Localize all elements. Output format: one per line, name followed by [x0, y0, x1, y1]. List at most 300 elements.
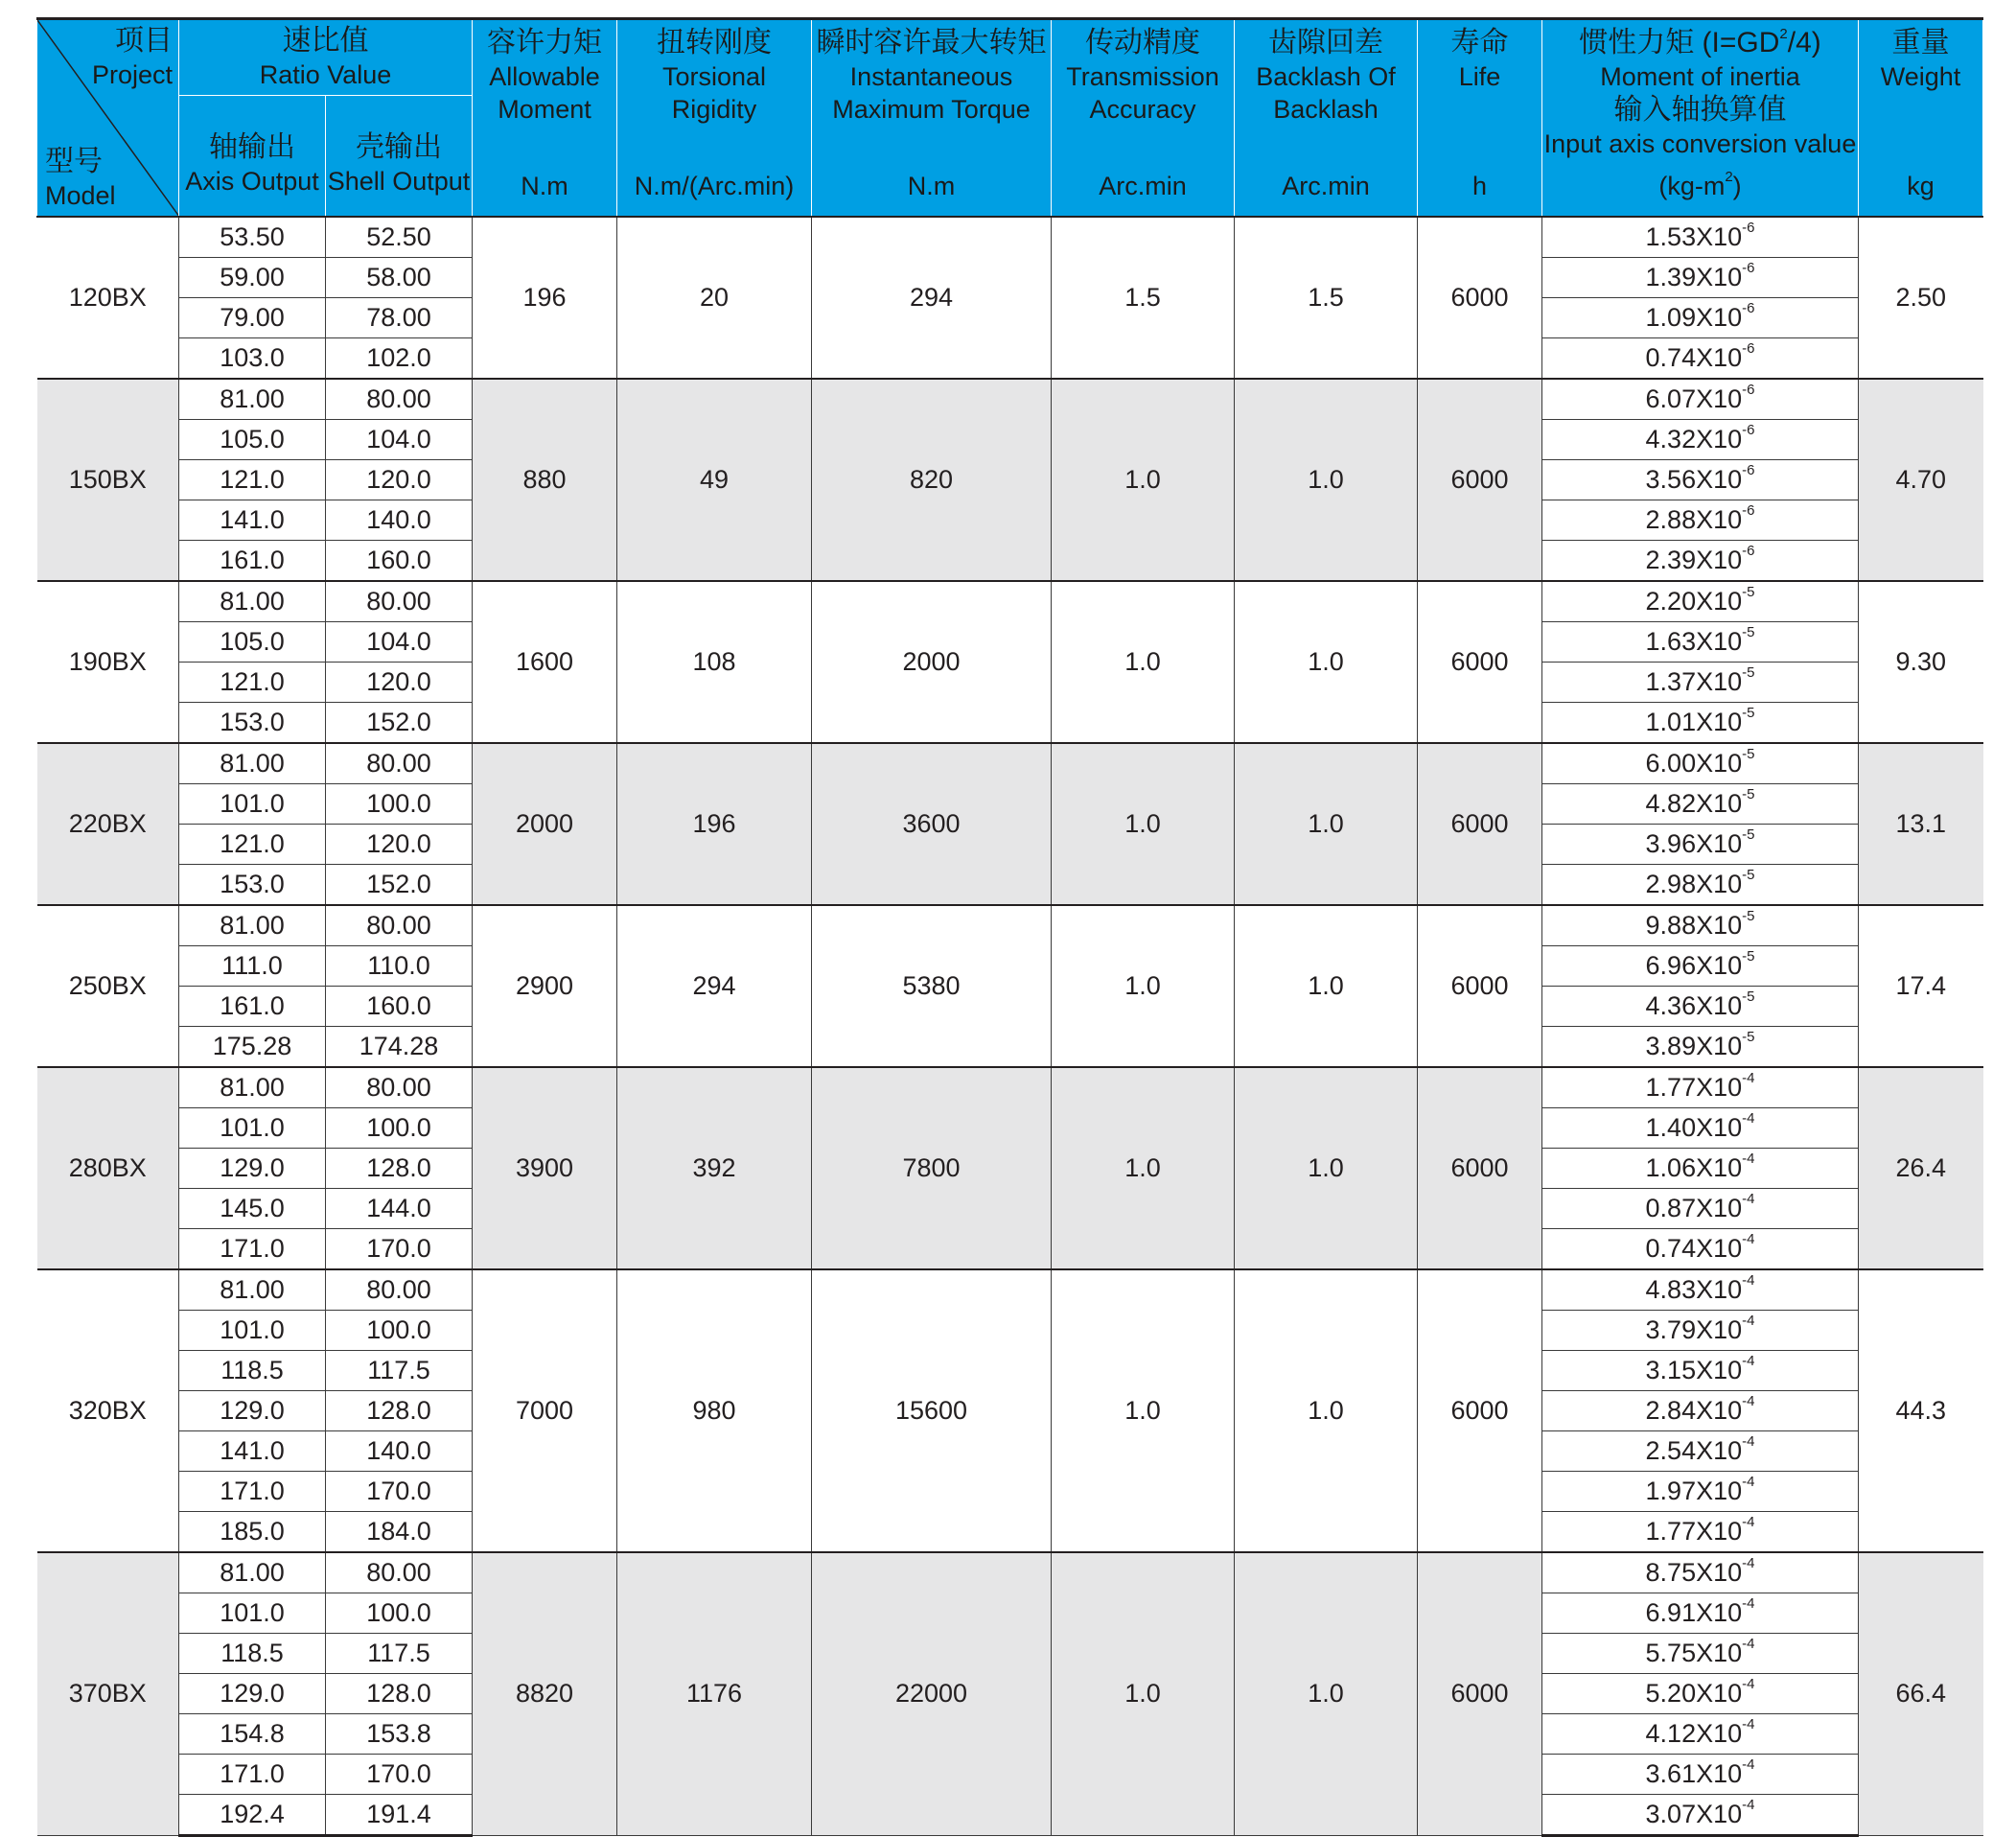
- backlash-header: [1235, 19, 1418, 217]
- inertia-cell: [1542, 662, 1859, 702]
- ratio-value-header: [179, 19, 473, 96]
- peak-torque-cell: 7800: [812, 1067, 1052, 1269]
- shell-output-header-en: Shell Output: [327, 167, 471, 197]
- inertia-exponent: -6: [1742, 542, 1755, 559]
- model-cell: 150BX: [37, 379, 179, 581]
- inertia-exponent: -4: [1742, 1109, 1755, 1127]
- inertia-value: 2.54X10: [1645, 1435, 1743, 1465]
- axis-output-cell: 153.0: [179, 702, 326, 743]
- inertia-value: 6.91X10: [1645, 1597, 1743, 1627]
- axis-output-cell: 161.0: [179, 986, 326, 1026]
- weight-cell: 17.4: [1859, 905, 1983, 1067]
- inertia-cell: [1542, 864, 1859, 905]
- shell-output-cell: 104.0: [326, 621, 473, 662]
- inertia-exponent: -4: [1742, 1675, 1755, 1692]
- inertia-exponent: -6: [1742, 381, 1755, 398]
- inertia-value: 6.07X10: [1645, 384, 1743, 413]
- shell-output-cell: 152.0: [326, 702, 473, 743]
- backlash-cell: 1.0: [1235, 743, 1418, 905]
- ratio-value-header-zh: 速比值: [282, 25, 369, 57]
- torsional-rigidity-cell: 980: [617, 1269, 812, 1552]
- inertia-formula-sup: 2: [1779, 25, 1788, 42]
- torsional-rigidity-header: [617, 19, 812, 217]
- inertia-cell: [1542, 1471, 1859, 1511]
- model-cell: 120BX: [37, 217, 179, 379]
- inertia-value: 1.39X10: [1645, 262, 1743, 291]
- shell-output-cell: 140.0: [326, 500, 473, 540]
- shell-output-cell: 100.0: [326, 1107, 473, 1148]
- transmission-accuracy-header-en2: Accuracy: [1089, 94, 1196, 124]
- inertia-cell: [1542, 945, 1859, 986]
- inertia-cell: [1542, 500, 1859, 540]
- axis-output-cell: 171.0: [179, 1228, 326, 1269]
- axis-output-cell: 81.00: [179, 379, 326, 420]
- inertia-exponent: -5: [1742, 1028, 1755, 1045]
- transmission-accuracy-cell: 1.0: [1052, 1552, 1235, 1836]
- shell-output-cell: 80.00: [326, 905, 473, 946]
- axis-output-cell: 121.0: [179, 824, 326, 864]
- inertia-exponent: -5: [1742, 623, 1755, 640]
- model-cell: 320BX: [37, 1269, 179, 1552]
- torsional-rigidity-cell: 392: [617, 1067, 812, 1269]
- inertia-exponent: -4: [1742, 1230, 1755, 1247]
- table-row: [37, 1552, 1983, 1593]
- inertia-cell: [1542, 1350, 1859, 1390]
- shell-output-cell: 140.0: [326, 1430, 473, 1471]
- inertia-cell: [1542, 1390, 1859, 1430]
- allowable-moment-header-en2: Moment: [498, 94, 591, 124]
- inertia-value: 3.56X10: [1645, 464, 1743, 494]
- backlash-cell: 1.0: [1235, 1269, 1418, 1552]
- inertia-cell: [1542, 1593, 1859, 1633]
- weight-cell: 4.70: [1859, 379, 1983, 581]
- inertia-exponent: -4: [1742, 1190, 1755, 1207]
- corner-header-cell: [37, 19, 179, 217]
- inertia-cell: [1542, 743, 1859, 784]
- axis-output-header-zh: 轴输出: [209, 131, 295, 164]
- shell-output-cell: 152.0: [326, 864, 473, 905]
- inertia-exponent: -6: [1742, 219, 1755, 236]
- life-cell: 6000: [1418, 1269, 1542, 1552]
- inertia-value: 4.32X10: [1645, 424, 1743, 453]
- inertia-cell: [1542, 1552, 1859, 1593]
- shell-output-cell: 100.0: [326, 1310, 473, 1350]
- peak-torque-header: [812, 19, 1052, 217]
- axis-output-cell: 154.8: [179, 1713, 326, 1754]
- table-row: [37, 1067, 1983, 1108]
- backlash-unit: Arc.min: [1282, 171, 1370, 200]
- inertia-exponent: -5: [1742, 988, 1755, 1005]
- inertia-cell: [1542, 1794, 1859, 1835]
- shell-output-header-zh: 壳输出: [356, 131, 442, 164]
- inertia-value: 6.96X10: [1645, 950, 1743, 980]
- model-label-en: Model: [45, 180, 116, 210]
- shell-output-cell: 117.5: [326, 1350, 473, 1390]
- inertia-cell: [1542, 1673, 1859, 1713]
- inertia-exponent: -6: [1742, 501, 1755, 519]
- shell-output-cell: 104.0: [326, 419, 473, 459]
- weight-cell: 66.4: [1859, 1552, 1983, 1836]
- inertia-value: 0.87X10: [1645, 1193, 1743, 1222]
- weight-unit: kg: [1907, 171, 1935, 200]
- model-cell: 190BX: [37, 581, 179, 743]
- inertia-value: 8.75X10: [1645, 1557, 1743, 1587]
- shell-output-cell: 128.0: [326, 1673, 473, 1713]
- inertia-cell: [1542, 581, 1859, 622]
- peak-torque-cell: 5380: [812, 905, 1052, 1067]
- inertia-exponent: -6: [1742, 299, 1755, 316]
- inertia-exponent: -6: [1742, 259, 1755, 276]
- inertia-cell: [1542, 1148, 1859, 1188]
- inertia-cell: [1542, 459, 1859, 500]
- table-row: [37, 1269, 1983, 1311]
- axis-output-cell: 101.0: [179, 783, 326, 824]
- shell-output-cell: 174.28: [326, 1026, 473, 1067]
- shell-output-cell: 80.00: [326, 1269, 473, 1311]
- peak-torque-cell: 3600: [812, 743, 1052, 905]
- inertia-exponent: -4: [1742, 1554, 1755, 1571]
- peak-torque-unit: N.m: [907, 171, 956, 200]
- inertia-value: 5.75X10: [1645, 1638, 1743, 1667]
- shell-output-cell: 153.8: [326, 1713, 473, 1754]
- shell-output-cell: 160.0: [326, 540, 473, 581]
- inertia-value: 3.89X10: [1645, 1031, 1743, 1060]
- axis-output-cell: 141.0: [179, 500, 326, 540]
- axis-output-cell: 121.0: [179, 459, 326, 500]
- inertia-cell: [1542, 1228, 1859, 1269]
- inertia-cell: [1542, 379, 1859, 420]
- axis-output-cell: 103.0: [179, 337, 326, 379]
- life-cell: 6000: [1418, 217, 1542, 379]
- peak-torque-cell: 22000: [812, 1552, 1052, 1836]
- axis-output-cell: 81.00: [179, 1067, 326, 1108]
- inertia-cell: [1542, 1633, 1859, 1673]
- transmission-accuracy-cell: 1.5: [1052, 217, 1235, 379]
- shell-output-cell: 170.0: [326, 1754, 473, 1794]
- allowable-moment-cell: 8820: [473, 1552, 617, 1836]
- inertia-exponent: -6: [1742, 461, 1755, 478]
- peak-torque-header-en2: Maximum Torque: [832, 94, 1031, 124]
- shell-output-cell: 100.0: [326, 783, 473, 824]
- inertia-value: 1.77X10: [1645, 1516, 1743, 1546]
- inertia-exponent: -5: [1742, 947, 1755, 965]
- shell-output-cell: 80.00: [326, 1552, 473, 1593]
- inertia-value: 1.63X10: [1645, 626, 1743, 656]
- weight-cell: 9.30: [1859, 581, 1983, 743]
- inertia-value: 1.40X10: [1645, 1112, 1743, 1142]
- inertia-formula-b: /4): [1787, 26, 1821, 58]
- inertia-cell: [1542, 419, 1859, 459]
- torsional-rigidity-header-en2: Rigidity: [671, 94, 757, 124]
- transmission-accuracy-cell: 1.0: [1052, 1269, 1235, 1552]
- inertia-exponent: -5: [1742, 663, 1755, 681]
- weight-header-zh: 重量: [1891, 26, 1950, 58]
- axis-output-cell: 171.0: [179, 1471, 326, 1511]
- inertia-exponent: -5: [1742, 785, 1755, 802]
- inertia-value: 1.37X10: [1645, 666, 1743, 696]
- axis-output-cell: 171.0: [179, 1754, 326, 1794]
- inertia-value: 1.53X10: [1645, 221, 1743, 251]
- inertia-cell: [1542, 621, 1859, 662]
- life-header-en: Life: [1458, 61, 1501, 91]
- torsional-rigidity-cell: 294: [617, 905, 812, 1067]
- transmission-accuracy-cell: 1.0: [1052, 743, 1235, 905]
- inertia-value: 6.00X10: [1645, 748, 1743, 778]
- inertia-value: 4.36X10: [1645, 990, 1743, 1020]
- backlash-header-en2: Backlash: [1273, 94, 1379, 124]
- shell-output-cell: 117.5: [326, 1633, 473, 1673]
- project-label: [92, 24, 173, 91]
- inertia-cell: [1542, 217, 1859, 258]
- shell-output-cell: 170.0: [326, 1471, 473, 1511]
- backlash-cell: 1.5: [1235, 217, 1418, 379]
- allowable-moment-cell: 3900: [473, 1067, 617, 1269]
- moment-of-inertia-header-en1: Moment of inertia: [1600, 61, 1800, 91]
- shell-output-cell: 128.0: [326, 1148, 473, 1188]
- shell-output-cell: 52.50: [326, 217, 473, 258]
- shell-output-cell: 110.0: [326, 945, 473, 986]
- inertia-value: 3.79X10: [1645, 1314, 1743, 1344]
- project-label-zh: 项目: [115, 25, 173, 57]
- inertia-exponent: -4: [1742, 1352, 1755, 1369]
- inertia-cell: [1542, 1430, 1859, 1471]
- inertia-cell: [1542, 337, 1859, 379]
- inertia-exponent: -4: [1742, 1715, 1755, 1732]
- backlash-cell: 1.0: [1235, 1067, 1418, 1269]
- inertia-value: 3.61X10: [1645, 1758, 1743, 1788]
- inertia-value: 9.88X10: [1645, 910, 1743, 940]
- inertia-exponent: -6: [1742, 339, 1755, 357]
- inertia-formula-a: 惯性力矩 (I=GD: [1579, 26, 1780, 58]
- torsional-rigidity-cell: 49: [617, 379, 812, 581]
- axis-output-cell: 118.5: [179, 1633, 326, 1673]
- allowable-moment-header: [473, 19, 617, 217]
- inertia-value: 2.88X10: [1645, 504, 1743, 534]
- allowable-moment-cell: 2000: [473, 743, 617, 905]
- life-unit: h: [1471, 171, 1488, 200]
- life-header: [1418, 19, 1542, 217]
- weight-header: [1859, 19, 1983, 217]
- shell-output-header: [326, 96, 473, 217]
- axis-output-cell: 81.00: [179, 1269, 326, 1311]
- project-label-en: Project: [91, 60, 173, 89]
- axis-output-cell: 101.0: [179, 1107, 326, 1148]
- axis-output-cell: 121.0: [179, 662, 326, 702]
- shell-output-cell: 170.0: [326, 1228, 473, 1269]
- weight-header-en: Weight: [1880, 61, 1961, 91]
- inertia-value: 3.07X10: [1645, 1799, 1743, 1828]
- transmission-accuracy-cell: 1.0: [1052, 1067, 1235, 1269]
- backlash-cell: 1.0: [1235, 1552, 1418, 1836]
- transmission-accuracy-unit: Arc.min: [1099, 171, 1187, 200]
- inertia-exponent: -5: [1742, 704, 1755, 721]
- inertia-cell: [1542, 257, 1859, 297]
- backlash-cell: 1.0: [1235, 581, 1418, 743]
- life-cell: 6000: [1418, 581, 1542, 743]
- axis-output-cell: 192.4: [179, 1794, 326, 1835]
- inertia-exponent: -4: [1742, 1513, 1755, 1530]
- axis-output-cell: 129.0: [179, 1390, 326, 1430]
- shell-output-cell: 80.00: [326, 379, 473, 420]
- inertia-exponent: -5: [1742, 825, 1755, 843]
- shell-output-cell: 128.0: [326, 1390, 473, 1430]
- table-row: [37, 217, 1983, 258]
- life-cell: 6000: [1418, 1552, 1542, 1836]
- inertia-exponent: -4: [1742, 1635, 1755, 1652]
- inertia-exponent: -4: [1742, 1756, 1755, 1773]
- peak-torque-cell: 2000: [812, 581, 1052, 743]
- model-cell: 250BX: [37, 905, 179, 1067]
- backlash-cell: 1.0: [1235, 379, 1418, 581]
- inertia-value: 0.74X10: [1645, 342, 1743, 372]
- allowable-moment-cell: 880: [473, 379, 617, 581]
- peak-torque-header-zh: 瞬时容许最大转矩: [816, 26, 1047, 58]
- inertia-value: 5.20X10: [1645, 1678, 1743, 1708]
- inertia-exponent: -4: [1742, 1150, 1755, 1167]
- inertia-cell: [1542, 1310, 1859, 1350]
- axis-output-cell: 81.00: [179, 905, 326, 946]
- axis-output-cell: 79.00: [179, 297, 326, 337]
- transmission-accuracy-cell: 1.0: [1052, 581, 1235, 743]
- model-cell: 220BX: [37, 743, 179, 905]
- shell-output-cell: 78.00: [326, 297, 473, 337]
- axis-output-cell: 81.00: [179, 1552, 326, 1593]
- inertia-cell: [1542, 824, 1859, 864]
- inertia-cell: [1542, 986, 1859, 1026]
- table-row: [37, 581, 1983, 622]
- inertia-value: 4.83X10: [1645, 1274, 1743, 1304]
- inertia-value: 3.96X10: [1645, 828, 1743, 858]
- axis-output-cell: 53.50: [179, 217, 326, 258]
- model-cell: 280BX: [37, 1067, 179, 1269]
- shell-output-cell: 100.0: [326, 1593, 473, 1633]
- torsional-rigidity-cell: 1176: [617, 1552, 812, 1836]
- torsional-rigidity-header-zh: 扭转刚度: [657, 26, 772, 58]
- inertia-value: 1.77X10: [1645, 1072, 1743, 1102]
- inertia-value: 1.09X10: [1645, 302, 1743, 332]
- spec-table: [36, 17, 1983, 1837]
- inertia-value: 3.15X10: [1645, 1355, 1743, 1384]
- axis-output-cell: 145.0: [179, 1188, 326, 1228]
- life-cell: 6000: [1418, 379, 1542, 581]
- inertia-exponent: -6: [1742, 421, 1755, 438]
- table-row: [37, 743, 1983, 784]
- shell-output-cell: 160.0: [326, 986, 473, 1026]
- moment-of-inertia-header: [1542, 19, 1859, 217]
- inertia-value: 2.84X10: [1645, 1395, 1743, 1425]
- torsional-rigidity-cell: 108: [617, 581, 812, 743]
- inertia-value: 4.82X10: [1645, 788, 1743, 818]
- inertia-exponent: -4: [1742, 1594, 1755, 1612]
- inertia-exponent: -4: [1742, 1392, 1755, 1409]
- axis-output-cell: 175.28: [179, 1026, 326, 1067]
- axis-output-cell: 141.0: [179, 1430, 326, 1471]
- table-header: [37, 19, 1983, 217]
- torsional-rigidity-unit: N.m/(Arc.min): [634, 171, 795, 200]
- inertia-cell: [1542, 905, 1859, 946]
- inertia-cell: [1542, 1067, 1859, 1108]
- shell-output-cell: 120.0: [326, 824, 473, 864]
- axis-output-cell: 111.0: [179, 945, 326, 986]
- allowable-moment-unit: N.m: [521, 171, 568, 200]
- inertia-unit-a: (kg-m: [1658, 171, 1726, 200]
- shell-output-cell: 144.0: [326, 1188, 473, 1228]
- allowable-moment-header-zh: 容许力矩: [487, 26, 602, 58]
- life-cell: 6000: [1418, 743, 1542, 905]
- allowable-moment-cell: 2900: [473, 905, 617, 1067]
- life-cell: 6000: [1418, 1067, 1542, 1269]
- axis-output-cell: 101.0: [179, 1593, 326, 1633]
- torsional-rigidity-header-en1: Torsional: [661, 61, 767, 91]
- model-cell: 370BX: [37, 1552, 179, 1836]
- axis-output-cell: 153.0: [179, 864, 326, 905]
- table-row: [37, 379, 1983, 420]
- weight-cell: 44.3: [1859, 1269, 1983, 1552]
- inertia-unit-sup: 2: [1725, 168, 1733, 185]
- inertia-cell: [1542, 1269, 1859, 1311]
- model-label: [45, 145, 116, 212]
- inertia-exponent: -4: [1742, 1432, 1755, 1450]
- inertia-exponent: -5: [1742, 866, 1755, 883]
- shell-output-cell: 191.4: [326, 1794, 473, 1835]
- ratio-value-header-en: Ratio Value: [259, 60, 392, 89]
- axis-output-cell: 81.00: [179, 743, 326, 784]
- shell-output-cell: 58.00: [326, 257, 473, 297]
- shell-output-cell: 80.00: [326, 1067, 473, 1108]
- backlash-header-zh: 齿隙回差: [1268, 26, 1383, 58]
- inertia-exponent: -4: [1742, 1069, 1755, 1086]
- inertia-value: 2.39X10: [1645, 545, 1743, 574]
- inertia-exponent: -5: [1742, 745, 1755, 762]
- axis-output-cell: 161.0: [179, 540, 326, 581]
- inertia-cell: [1542, 297, 1859, 337]
- allowable-moment-header-en1: Allowable: [489, 61, 600, 91]
- inertia-cell: [1542, 1713, 1859, 1754]
- transmission-accuracy-cell: 1.0: [1052, 379, 1235, 581]
- axis-output-cell: 81.00: [179, 581, 326, 622]
- axis-output-cell: 101.0: [179, 1310, 326, 1350]
- allowable-moment-cell: 7000: [473, 1269, 617, 1552]
- transmission-accuracy-header-en1: Transmission: [1066, 61, 1219, 91]
- model-label-zh: 型号: [45, 145, 103, 177]
- inertia-value: 1.06X10: [1645, 1152, 1743, 1182]
- axis-output-cell: 105.0: [179, 419, 326, 459]
- inertia-cell: [1542, 702, 1859, 743]
- peak-torque-header-en1: Instantaneous: [849, 61, 1013, 91]
- inertia-value: 2.98X10: [1645, 869, 1743, 898]
- axis-output-cell: 185.0: [179, 1511, 326, 1552]
- inertia-exponent: -4: [1742, 1473, 1755, 1490]
- allowable-moment-cell: 1600: [473, 581, 617, 743]
- life-cell: 6000: [1418, 905, 1542, 1067]
- inertia-cell: [1542, 1188, 1859, 1228]
- table-body: [37, 217, 1983, 1836]
- axis-output-cell: 105.0: [179, 621, 326, 662]
- inertia-cell: [1542, 1107, 1859, 1148]
- inertia-exponent: -5: [1742, 583, 1755, 600]
- inertia-value: 1.97X10: [1645, 1476, 1743, 1505]
- shell-output-cell: 184.0: [326, 1511, 473, 1552]
- inertia-value: 0.74X10: [1645, 1233, 1743, 1263]
- shell-output-cell: 102.0: [326, 337, 473, 379]
- inertia-value: 4.12X10: [1645, 1718, 1743, 1748]
- weight-cell: 13.1: [1859, 743, 1983, 905]
- inertia-cell: [1542, 540, 1859, 581]
- backlash-header-en1: Backlash Of: [1256, 61, 1396, 91]
- weight-cell: 26.4: [1859, 1067, 1983, 1269]
- axis-output-cell: 118.5: [179, 1350, 326, 1390]
- transmission-accuracy-header-zh: 传动精度: [1085, 26, 1200, 58]
